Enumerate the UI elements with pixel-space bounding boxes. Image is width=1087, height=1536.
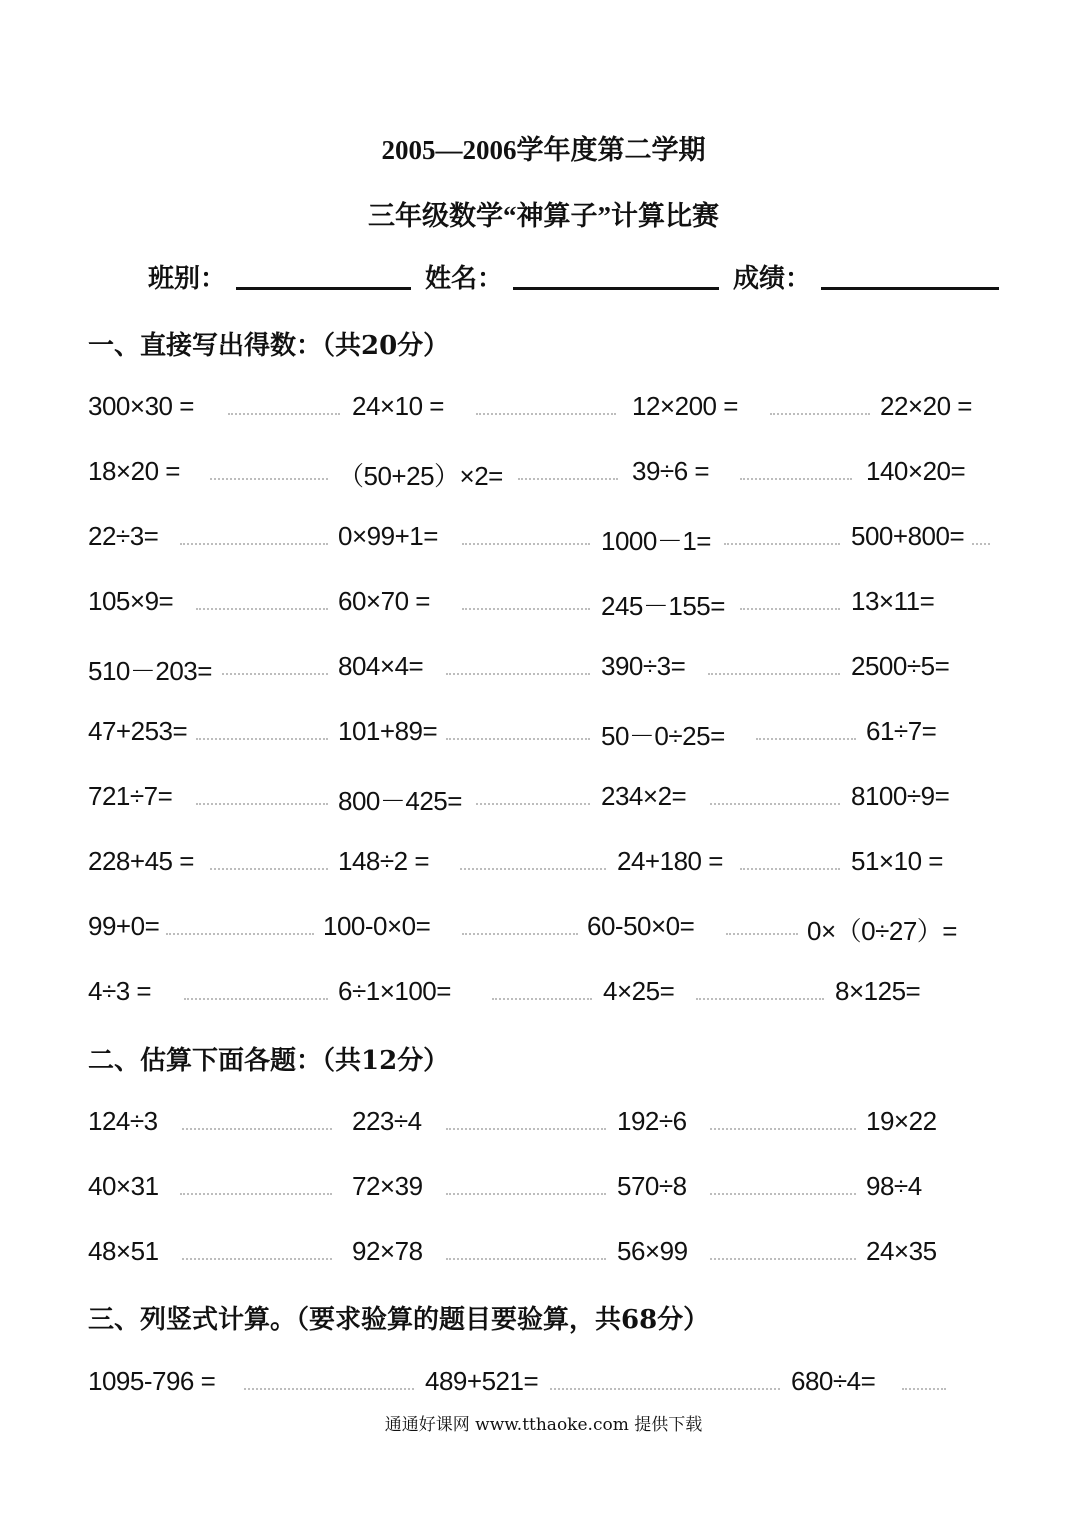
class-blank[interactable] — [236, 287, 411, 290]
problem: 101+89= — [338, 716, 438, 746]
section-3-heading: 三、列竖式计算。（要求验算的题目要验算，共68分） — [88, 1305, 710, 1335]
problem: 92×78 — [352, 1236, 423, 1266]
problem: 56×99 — [617, 1236, 688, 1266]
answer-dots[interactable] — [222, 673, 328, 675]
problem: 22÷3= — [88, 521, 159, 551]
answer-dots[interactable] — [446, 673, 590, 675]
answer-dots[interactable] — [184, 998, 328, 1000]
answer-dots[interactable] — [228, 413, 340, 415]
problem: 300×30 = — [88, 391, 194, 421]
answer-dots[interactable] — [710, 803, 840, 805]
problem: 245－155= — [601, 591, 725, 621]
answer-dots[interactable] — [902, 1388, 946, 1390]
answer-dots[interactable] — [710, 1128, 856, 1130]
problem: 223÷4 — [352, 1106, 422, 1136]
answer-dots[interactable] — [196, 803, 328, 805]
problem: 2500÷5= — [851, 651, 950, 681]
problem: 60-50×0= — [587, 911, 695, 941]
section-2-heading: 二、估算下面各题：（共12分） — [88, 1046, 450, 1076]
problem: 22×20 = — [880, 391, 972, 421]
answer-dots[interactable] — [460, 868, 606, 870]
problem: 6÷1×100= — [338, 976, 451, 1006]
problem: 1095-796 = — [88, 1366, 216, 1396]
answer-dots[interactable] — [724, 543, 840, 545]
answer-dots[interactable] — [972, 543, 990, 545]
problem: 804×4= — [338, 651, 424, 681]
answer-dots[interactable] — [446, 1258, 606, 1260]
answer-dots[interactable] — [492, 998, 592, 1000]
problem: 24×35 — [866, 1236, 937, 1266]
name-blank[interactable] — [513, 287, 719, 290]
problem: 680÷4= — [791, 1366, 876, 1396]
problem: 800－425= — [338, 786, 462, 816]
answer-dots[interactable] — [708, 673, 840, 675]
problem: 39÷6 = — [632, 456, 710, 486]
answer-dots[interactable] — [476, 413, 616, 415]
problem: 13×11= — [851, 586, 935, 616]
answer-dots[interactable] — [756, 738, 856, 740]
section-1-heading: 一、直接写出得数：（共20分） — [88, 331, 450, 361]
title-line-2: 三年级数学“神算子”计算比赛 — [368, 201, 719, 231]
answer-dots[interactable] — [446, 738, 590, 740]
problem: 60×70 = — [338, 586, 430, 616]
problem: 192÷6 — [617, 1106, 687, 1136]
answer-dots[interactable] — [196, 738, 328, 740]
problem: 24×10 = — [352, 391, 444, 421]
problem: 489+521= — [425, 1366, 539, 1396]
problem: 12×200 = — [632, 391, 738, 421]
problem: 140×20= — [866, 456, 966, 486]
problem: 0×99+1= — [338, 521, 438, 551]
problem: 8100÷9= — [851, 781, 950, 811]
problem: 8×125= — [835, 976, 921, 1006]
name-label: 姓名： — [425, 264, 504, 294]
problem: （50+25）×2= — [338, 461, 503, 491]
problem: 40×31 — [88, 1171, 159, 1201]
answer-dots[interactable] — [196, 608, 328, 610]
problem: 148÷2 = — [338, 846, 430, 876]
problem: 500+800= — [851, 521, 965, 551]
answer-dots[interactable] — [210, 868, 328, 870]
answer-dots[interactable] — [740, 868, 840, 870]
problem: 721÷7= — [88, 781, 173, 811]
problem: 234×2= — [601, 781, 687, 811]
problem: 570÷8 — [617, 1171, 687, 1201]
answer-dots[interactable] — [182, 1128, 332, 1130]
problem: 510－203= — [88, 656, 212, 686]
answer-dots[interactable] — [726, 933, 798, 935]
class-label: 班别： — [148, 264, 227, 294]
problem: 98÷4 — [866, 1171, 922, 1201]
score-label: 成绩： — [733, 264, 812, 294]
score-blank[interactable] — [821, 287, 999, 290]
problem: 105×9= — [88, 586, 174, 616]
answer-dots[interactable] — [740, 608, 840, 610]
answer-dots[interactable] — [180, 1193, 332, 1195]
answer-dots[interactable] — [180, 543, 328, 545]
answer-dots[interactable] — [244, 1388, 414, 1390]
problem: 18×20 = — [88, 456, 180, 486]
problem: 124÷3 — [88, 1106, 158, 1136]
problem: 47+253= — [88, 716, 188, 746]
answer-dots[interactable] — [182, 1258, 332, 1260]
answer-dots[interactable] — [550, 1388, 780, 1390]
problem: 100-0×0= — [323, 911, 431, 941]
answer-dots[interactable] — [710, 1193, 856, 1195]
problem: 228+45 = — [88, 846, 194, 876]
problem: 51×10 = — [851, 846, 943, 876]
problem: 50－0÷25= — [601, 721, 725, 751]
answer-dots[interactable] — [166, 933, 314, 935]
problem: 72×39 — [352, 1171, 423, 1201]
answer-dots[interactable] — [770, 413, 870, 415]
answer-dots[interactable] — [740, 478, 852, 480]
answer-dots[interactable] — [462, 608, 590, 610]
problem: 19×22 — [866, 1106, 937, 1136]
answer-dots[interactable] — [210, 478, 328, 480]
answer-dots[interactable] — [476, 803, 590, 805]
answer-dots[interactable] — [710, 1258, 856, 1260]
footer-credit: 通通好课网 www.tthaoke.com 提供下载 — [384, 1415, 703, 1435]
problem: 48×51 — [88, 1236, 159, 1266]
problem: 4÷3 = — [88, 976, 152, 1006]
problem: 24+180 = — [617, 846, 723, 876]
problem: 390÷3= — [601, 651, 686, 681]
answer-dots[interactable] — [462, 543, 590, 545]
title-line-1: 2005—2006学年度第二学期 — [381, 135, 706, 165]
problem: 1000－1= — [601, 526, 711, 556]
answer-dots[interactable] — [696, 998, 824, 1000]
problem: 0×（0÷27）= — [807, 916, 957, 946]
problem: 61÷7= — [866, 716, 937, 746]
problem: 99+0= — [88, 911, 160, 941]
answer-dots[interactable] — [446, 1193, 606, 1195]
answer-dots[interactable] — [446, 1128, 606, 1130]
answer-dots[interactable] — [462, 933, 578, 935]
answer-dots[interactable] — [518, 478, 618, 480]
problem: 4×25= — [603, 976, 675, 1006]
